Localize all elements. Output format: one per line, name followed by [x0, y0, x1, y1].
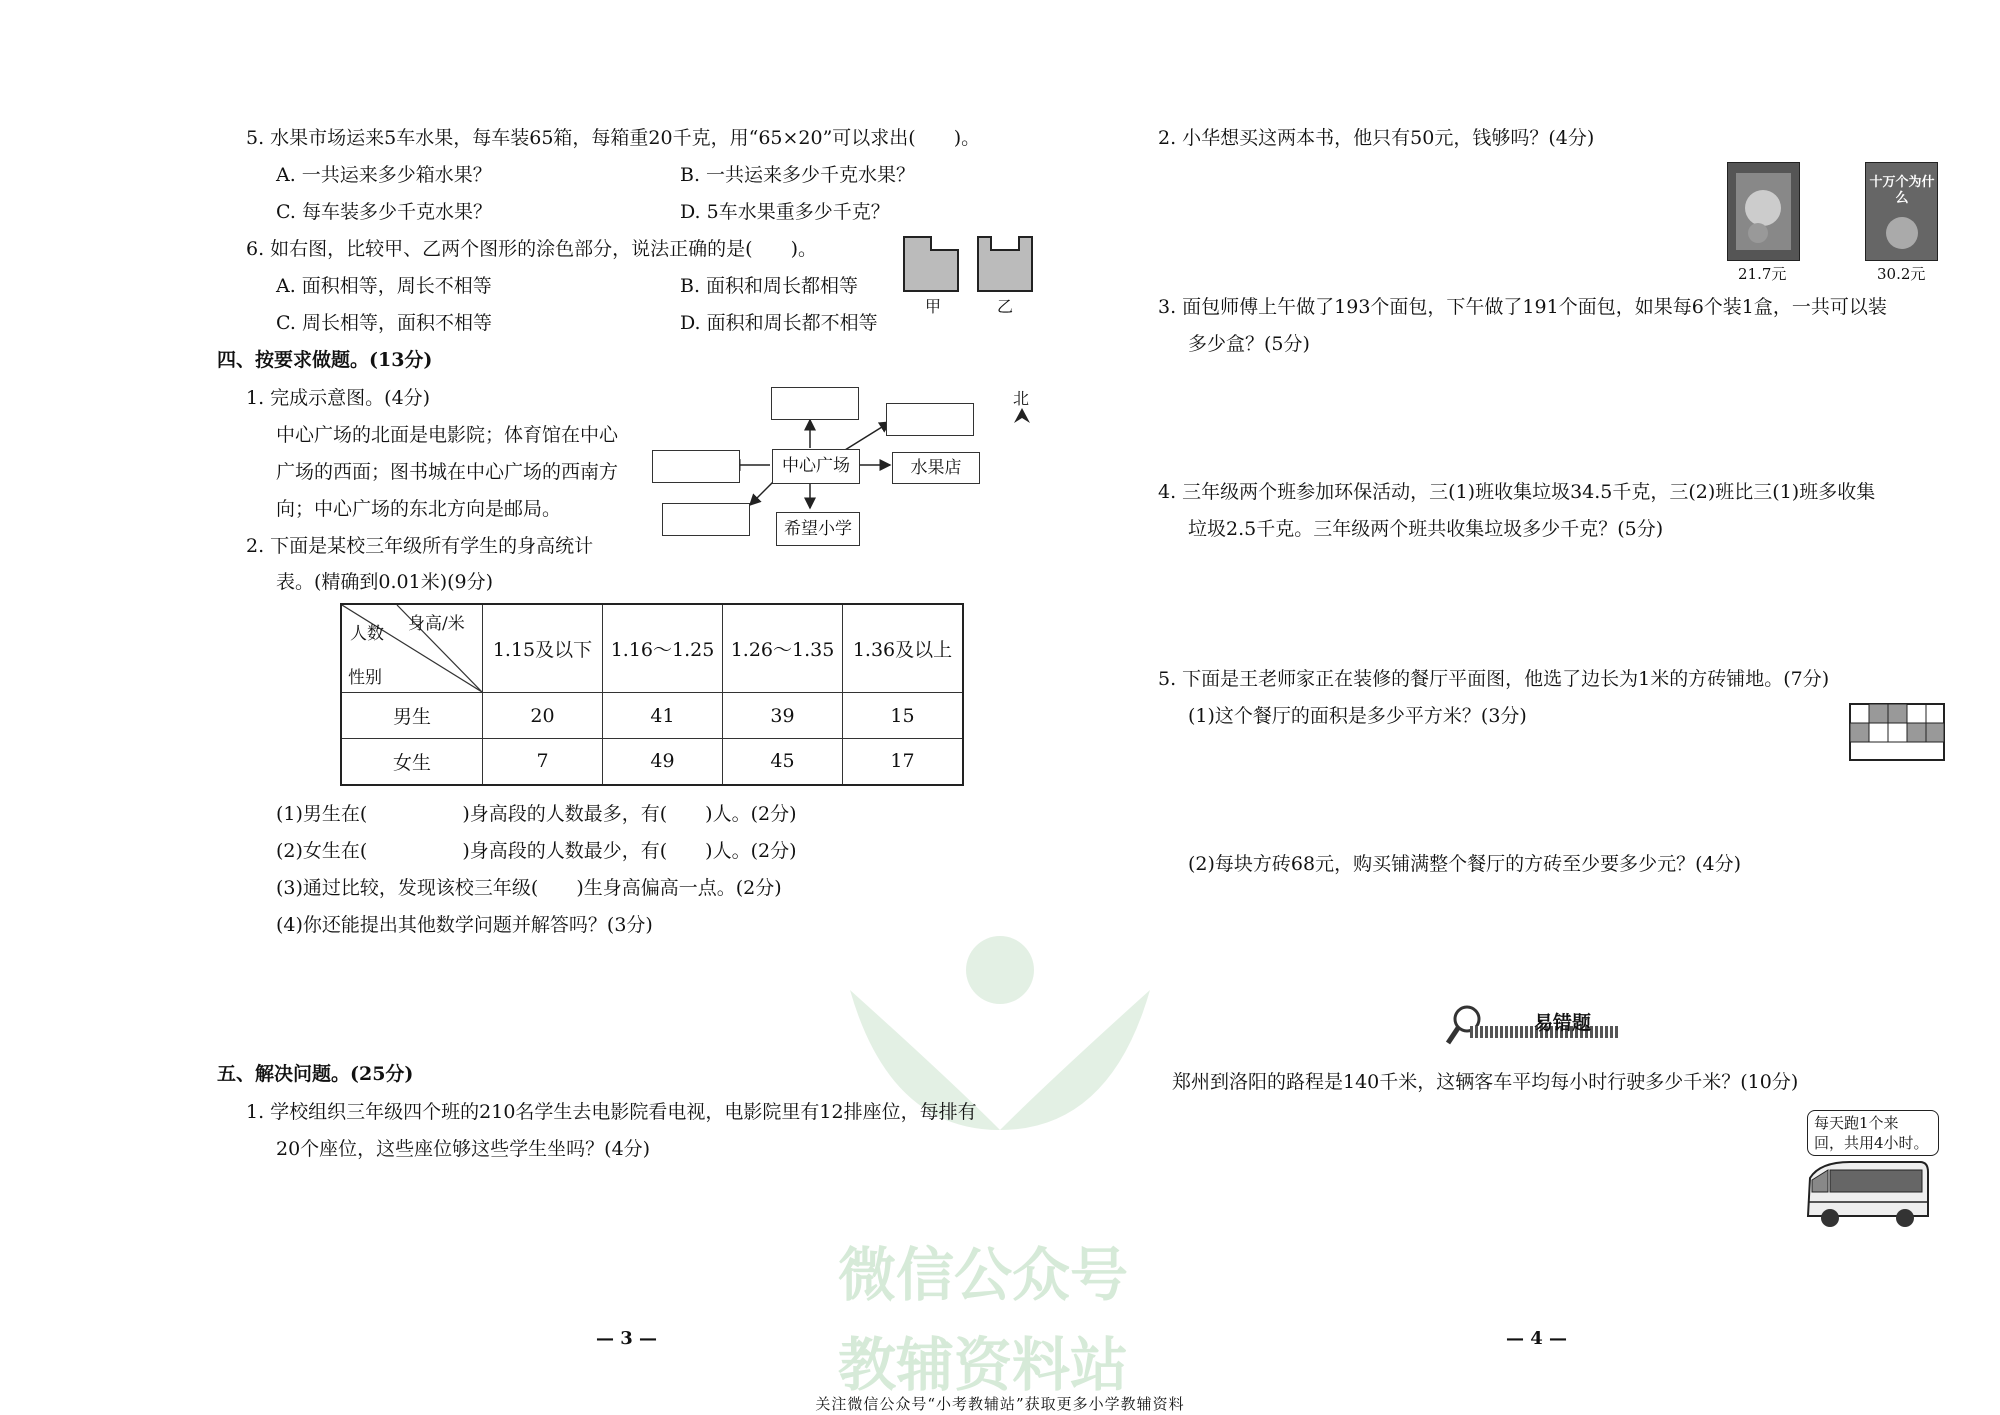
tricky-badge-label: 易错题 — [1534, 1012, 1592, 1034]
table-cell: 41 — [603, 693, 723, 739]
row-label-boys: 男生 — [341, 693, 483, 739]
north-label: 北 — [1013, 389, 1030, 408]
center-square-label: 中心广场 — [782, 456, 850, 476]
header-people-label: 人数 — [350, 624, 384, 644]
height-table — [340, 603, 964, 786]
shape-yi — [977, 236, 1033, 297]
speech-bubble-line1: 每天跑1个来 — [1814, 1114, 1899, 1132]
header-gender-label: 性别 — [348, 668, 382, 688]
label-jia: 甲 — [925, 297, 942, 316]
tricky-question-stem: 郑州到洛阳的路程是140千米，这辆客车平均每小时行驶多少千米？(10分) — [1172, 1071, 1799, 1093]
r-q3-line2: 多少盒？(5分) — [1188, 333, 1310, 355]
s4q1-stem: 1. 完成示意图。(4分) — [246, 387, 431, 409]
speech-bubble — [1807, 1110, 1939, 1156]
column-header: 1.15及以下 — [483, 604, 603, 693]
s4q2-sub4: (4)你还能提出其他数学问题并解答吗？(3分) — [276, 914, 653, 936]
dining-room-floor-plan — [1849, 703, 1945, 766]
watermark-logo — [830, 930, 1170, 1190]
fruit-shop-box — [892, 452, 980, 484]
book-2-title: 十万个为什么 — [1869, 175, 1935, 206]
q5-stem: 5. 水果市场运来5车水果，每车装65箱，每箱重20千克，用“65×20”可以求出( )。 — [246, 127, 981, 149]
s4q2-sub3: (3)通过比较，发现该校三年级( )生身高偏高一点。(2分) — [276, 877, 782, 899]
column-header: 1.26～1.35 — [723, 604, 843, 693]
r-q2-stem: 2. 小华想买这两本书，他只有50元，钱够吗？(4分) — [1158, 127, 1595, 149]
q5-option-a: A. 一共运来多少箱水果？ — [276, 164, 492, 186]
s4q1-line1: 中心广场的北面是电影院；体育馆在中心 — [276, 424, 619, 446]
s4q2-stem-1: 2. 下面是某校三年级所有学生的身高统计 — [246, 535, 594, 557]
book-cover-2 — [1865, 162, 1938, 261]
r-q3-line1: 3. 面包师傅上午做了193个面包，下午做了191个面包，如果每6个装1盒，一共可以装 — [1158, 296, 1887, 318]
label-yi: 乙 — [997, 297, 1014, 316]
column-header: 1.36及以上 — [843, 604, 964, 693]
r-q5-stem: 5. 下面是王老师家正在装修的餐厅平面图，他选了边长为1米的方砖铺地。(7分) — [1158, 668, 1830, 690]
q5-option-b: B. 一共运来多少千克水果？ — [680, 164, 916, 186]
s4q2-stem-2: 表。(精确到0.01米)(9分) — [276, 571, 494, 593]
watermark-text-1: 微信公众号 — [838, 1241, 1129, 1309]
s4q1-line3: 向；中心广场的东北方向是邮局。 — [276, 498, 562, 520]
shape-jia — [903, 236, 959, 297]
fruit-shop-label: 水果店 — [910, 458, 962, 478]
bus-icon — [1800, 1158, 1930, 1235]
header-height-label: 身高/米 — [408, 614, 465, 634]
s4q1-line2: 广场的西面；图书城在中心广场的西南方 — [276, 461, 619, 483]
q5-option-d: D. 5车水果重多少千克？ — [680, 201, 890, 223]
q6-stem: 6. 如右图，比较甲、乙两个图形的涂色部分，说法正确的是( )。 — [246, 238, 817, 260]
s5q1-line2: 20个座位，这些座位够这些学生坐吗？(4分) — [276, 1138, 651, 1160]
column-header: 1.16～1.25 — [603, 604, 723, 693]
blank-box-southwest[interactable] — [662, 503, 750, 536]
r-q5-sub1: (1)这个餐厅的面积是多少平方米？(3分) — [1188, 705, 1527, 727]
r-q4-line1: 4. 三年级两个班参加环保活动，三(1)班收集垃圾34.5千克，三(2)班比三(1)班多收集 — [1158, 481, 1876, 503]
q6-option-c: C. 周长相等，面积不相等 — [276, 312, 492, 334]
book-cover-1 — [1727, 162, 1800, 261]
table-cell: 15 — [843, 693, 964, 739]
page-number-4: — 4 — — [1506, 1328, 1568, 1349]
table-cell: 20 — [483, 693, 603, 739]
section-5-title: 五、解决问题。(25分) — [217, 1063, 414, 1085]
book-price-2: 30.2元 — [1877, 265, 1926, 283]
s4q2-sub1: (1)男生在( )身高段的人数最多，有( )人。(2分) — [276, 803, 797, 825]
blank-box-west[interactable] — [652, 450, 740, 483]
table-header-diagonal — [341, 604, 483, 693]
center-square-box — [772, 449, 860, 484]
table-cell: 7 — [483, 739, 603, 785]
speech-bubble-line2: 回，共用4小时。 — [1814, 1134, 1929, 1152]
r-q5-sub2: (2)每块方砖68元，购买铺满整个餐厅的方砖至少要多少元？(4分) — [1188, 853, 1742, 875]
table-cell: 39 — [723, 693, 843, 739]
row-label-girls: 女生 — [341, 739, 483, 785]
q6-option-a: A. 面积相等，周长不相等 — [276, 275, 492, 297]
watermark-text-2: 教辅资料站 — [838, 1331, 1129, 1399]
table-cell: 17 — [843, 739, 964, 785]
school-label: 希望小学 — [784, 519, 852, 539]
s5q1-line1: 1. 学校组织三年级四个班的210名学生去电影院看电视，电影院里有12排座位，每排有 — [246, 1101, 977, 1123]
q5-option-c: C. 每车装多少千克水果？ — [276, 201, 492, 223]
north-arrow-icon — [1012, 407, 1032, 430]
school-box — [776, 512, 860, 546]
s4q2-sub2: (2)女生在( )身高段的人数最少，有( )人。(2分) — [276, 840, 797, 862]
table-cell: 49 — [603, 739, 723, 785]
r-q4-line2: 垃圾2.5千克。三年级两个班共收集垃圾多少千克？(5分) — [1188, 518, 1664, 540]
q6-option-b: B. 面积和周长都相等 — [680, 275, 859, 297]
book-price-1: 21.7元 — [1738, 265, 1787, 283]
blank-box-northeast[interactable] — [886, 403, 974, 436]
section-4-title: 四、按要求做题。(13分) — [217, 349, 433, 371]
table-cell: 45 — [723, 739, 843, 785]
page-number-3: — 3 — — [596, 1328, 658, 1349]
q6-option-d: D. 面积和周长都不相等 — [680, 312, 878, 334]
footer-note: 关注微信公众号“小考教辅站”获取更多小学教辅资料 — [815, 1395, 1185, 1413]
blank-box-north[interactable] — [771, 387, 859, 420]
